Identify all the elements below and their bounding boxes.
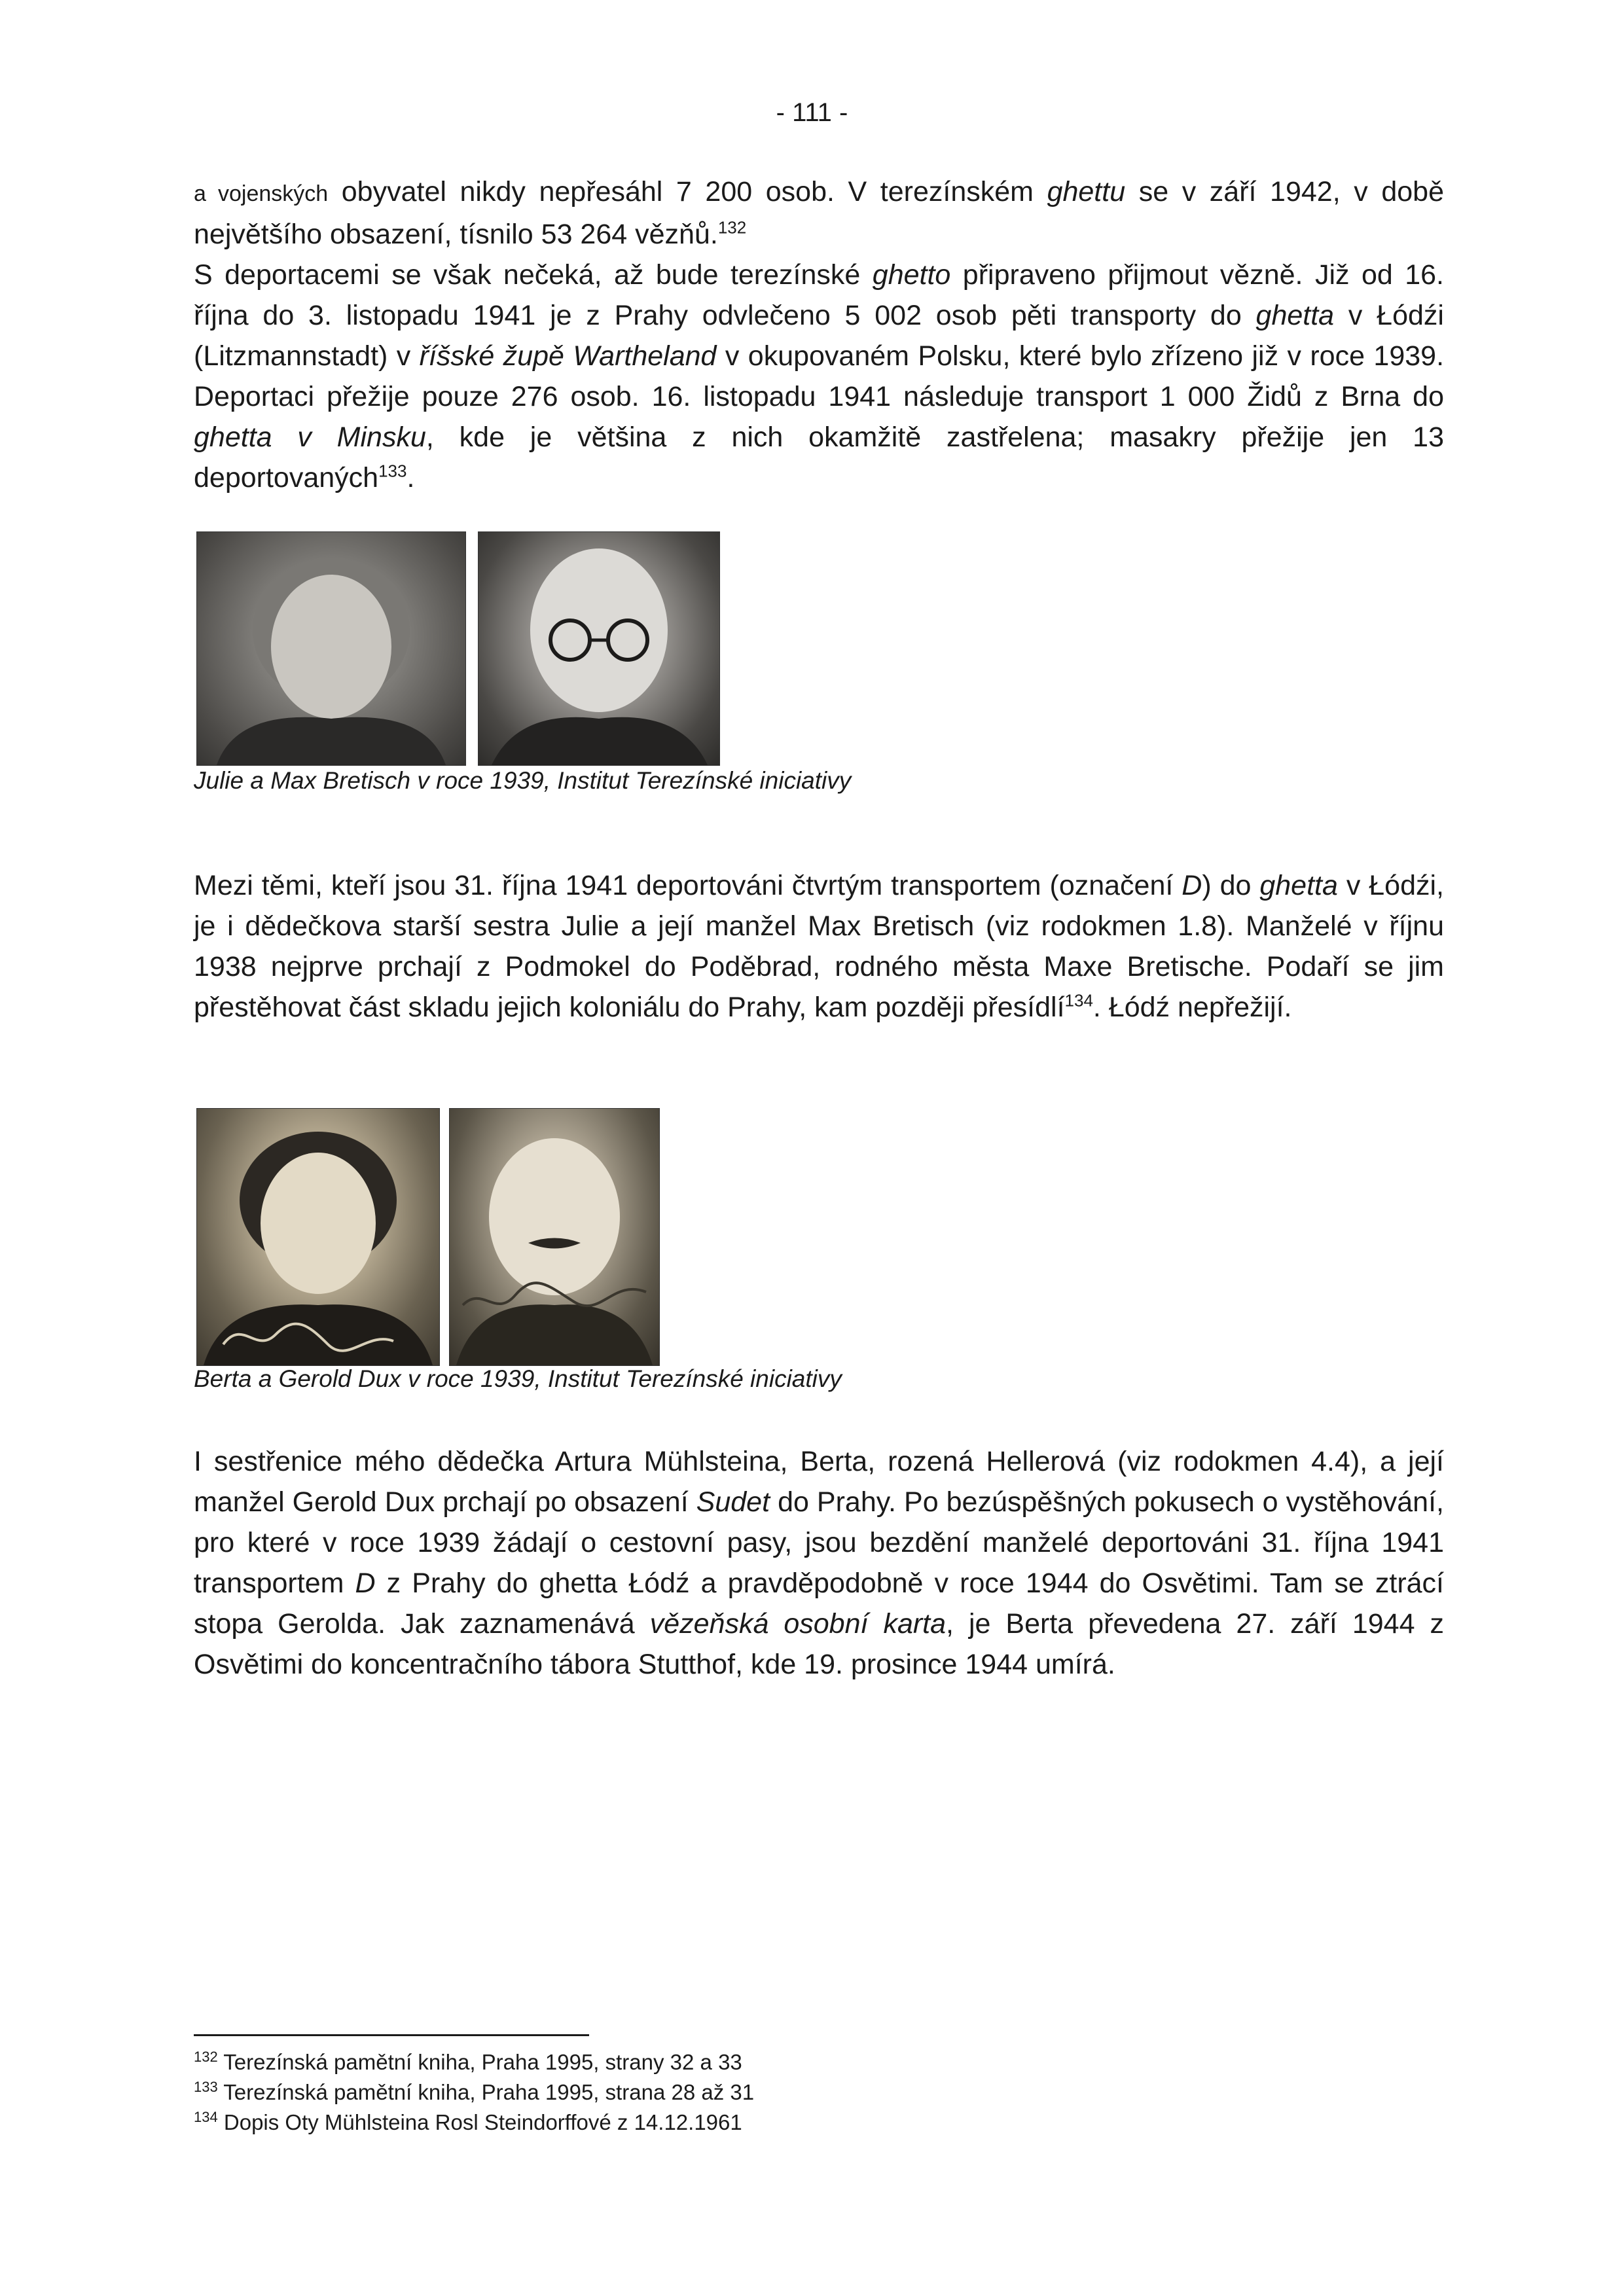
paragraph-3 <box>194 1441 1444 1685</box>
photo-caption-2: Berta a Gerold Dux v roce 1939, Institut Terezínské iniciativy <box>194 1365 842 1392</box>
photo-gerold-dux <box>449 1108 660 1366</box>
footnotes <box>194 2047 754 2138</box>
footnote-ref-133[interactable]: 133 <box>378 461 407 481</box>
italic-term: ghettu <box>1047 176 1126 207</box>
text-run: S deportacemi se však nečeká, až bude terezínské <box>194 259 873 291</box>
footnote-ref-134[interactable]: 134 <box>1064 990 1093 1011</box>
text-run: z Prahy do ghetta Łódź a pravděpodobně v roce 1944 do Osvětimi. Tam se ztrácí stopa Gerolda. Jak zaznamenává <box>194 1568 1444 1640</box>
photo-berta-dux <box>196 1108 440 1366</box>
text-run: se v září 1942, v době největšího obsazení, tísnilo 53 264 vězňů. <box>194 176 1444 250</box>
text-run: I sestřenice mého dědečka Artura Mühlsteina, Berta, rozená Hellerová (viz rodokmen 4.4), a její manžel Gerold Dux prchají po obsazení <box>194 1446 1444 1518</box>
line-lead: a vojenských <box>194 181 329 206</box>
text-run: . <box>406 462 415 493</box>
text-run: v Łódźi (Litzmannstadt) v <box>194 300 1444 372</box>
italic-term: D <box>1182 870 1202 901</box>
footnote-divider <box>194 2034 589 2036</box>
footnote-number: 133 <box>194 2079 218 2095</box>
footnote-132 <box>194 2047 754 2077</box>
footnote-text: Dopis Oty Mühlsteina Rosl Steindorffové z 14.12.1961 <box>217 2110 742 2134</box>
text-run: v okupovaném Polsku, které bylo zřízeno již v roce 1939. Deportaci přežije pouze 276 osob. 16. listopadu 1941 následuje transport 1 000 Židů z Brna do <box>194 340 1445 412</box>
footnote-number: 132 <box>194 2049 218 2065</box>
photo-julie-bretisch <box>196 531 466 766</box>
italic-term: ghetta <box>1255 300 1335 331</box>
text-run: v Łódźi, je i dědečkova starší sestra Julie a její manžel Max Bretisch (viz rodokmen 1.8). Manželé v říjnu 1938 nejprve prchají z Podmokel do Poděbrad, rodného města Maxe Bretische. Podaří se jim přestěhovat část skladu jejich koloniálu do Prahy, kam později přesídlí <box>194 870 1445 1023</box>
text-run: připraveno přijmout vězně. Již od 16. října do 3. listopadu 1941 je z Prahy odvlečeno 5 002 osob pěti transporty do <box>194 259 1444 331</box>
italic-term: říšské župě Wartheland <box>419 340 717 372</box>
italic-term: ghetto <box>872 259 951 291</box>
footnote-133 <box>194 2077 754 2108</box>
italic-term: ghetta v Minsku <box>194 422 426 453</box>
text-run: , kde je většina z nich okamžitě zastřelena; masakry přežije jen 13 deportovaných <box>194 422 1444 493</box>
text-run: Mezi těmi, kteří jsou 31. října 1941 deportováni čtvrtým transportem (označení <box>194 870 1182 901</box>
paragraph-1 <box>194 171 1444 498</box>
footnote-ref-132[interactable]: 132 <box>717 217 747 238</box>
text-run: obyvatel nikdy nepřesáhl 7 200 osob. V terezínském <box>328 176 1047 207</box>
italic-term: Sudet <box>696 1486 770 1518</box>
text-run: ) do <box>1202 870 1260 901</box>
footnote-text: Terezínská pamětní kniha, Praha 1995, strana 28 až 31 <box>217 2080 755 2104</box>
footnote-number: 134 <box>194 2109 218 2125</box>
text-run: , je Berta převedena 27. září 1944 z Osvětimi do koncentračního tábora Stutthof, kde 19. prosince 1944 umírá. <box>194 1608 1444 1680</box>
photo-caption-1: Julie a Max Bretisch v roce 1939, Institut Terezínské iniciativy <box>194 767 852 794</box>
photo-max-bretisch <box>478 531 720 766</box>
text-run: . Łódź nepřežijí. <box>1092 992 1292 1023</box>
italic-term: vězeňská osobní karta <box>649 1608 947 1640</box>
paragraph-2 <box>194 865 1444 1028</box>
italic-term: D <box>355 1568 376 1599</box>
text-run: do Prahy. Po bezúspěšných pokusech o vystěhování, pro které v roce 1939 žádají o cestovní pasy, jsou bezdění manželé deportováni 31. října 1941 transportem <box>194 1486 1444 1599</box>
page-number: - 111 - <box>776 98 848 127</box>
footnote-text: Terezínská pamětní kniha, Praha 1995, strany 32 a 33 <box>217 2050 742 2074</box>
italic-term: ghetta <box>1259 870 1338 901</box>
footnote-134 <box>194 2108 754 2138</box>
